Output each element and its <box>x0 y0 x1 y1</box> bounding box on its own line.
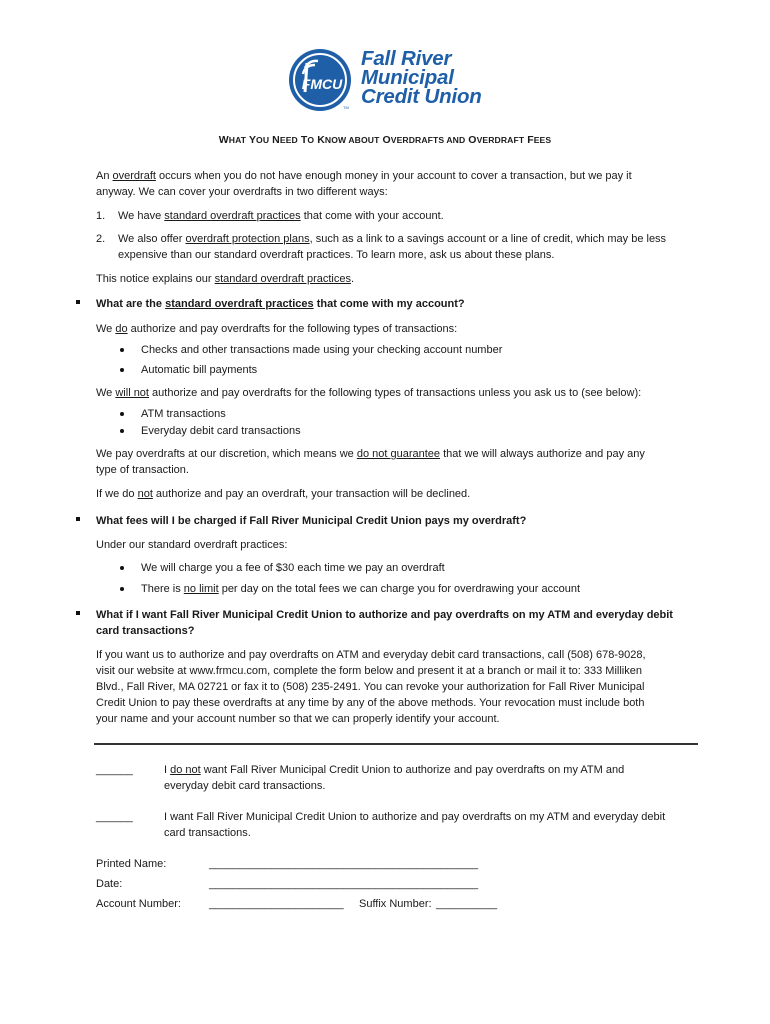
opt-out-checkbox-blank[interactable]: ______ <box>96 764 133 776</box>
q1-discretion-line-2: type of transaction. <box>96 464 189 476</box>
form-divider <box>94 743 698 745</box>
suffix-number-label: Suffix Number: <box>359 898 432 910</box>
q3-body-line-4: Credit Union to pay these overdrafts at any time by any of the above methods. Your revocation must include both <box>96 697 645 709</box>
intro-list-number-2: 2. <box>96 233 106 245</box>
notice-line: This notice explains our standard overdraft practices. <box>96 273 355 285</box>
list-bullet <box>120 429 124 433</box>
account-number-field[interactable]: ______________________ <box>209 898 344 910</box>
q1-do-item-1: Checks and other transactions made using your checking account number <box>141 344 503 356</box>
date-field[interactable]: ____________________________________________ <box>209 878 479 890</box>
q1-will-not-intro: We will not authorize and pay overdrafts for the following types of transactions unless you ask us to (see below): <box>96 387 642 399</box>
list-bullet <box>120 412 124 416</box>
emblem-text: FMCU <box>301 76 343 92</box>
date-label: Date: <box>96 878 123 890</box>
q1-will-not-item-1: ATM transactions <box>141 408 226 420</box>
q1-heading: What are the standard overdraft practices that come with my account? <box>96 298 465 310</box>
q1-do-item-2: Automatic bill payments <box>141 364 258 376</box>
intro-list-number-1: 1. <box>96 210 106 222</box>
printed-name-label: Printed Name: <box>96 858 167 870</box>
q1-do-intro: We do authorize and pay overdrafts for the following types of transactions: <box>96 323 458 335</box>
logo-line-1: Fall River <box>361 47 452 70</box>
logo-line-3: Credit Union <box>361 85 482 108</box>
intro-list-item-2-cont: expensive than our standard overdraft practices. To learn more, ask us about these plans. <box>118 249 555 261</box>
q2-item-2: There is no limit per day on the total fees we can charge you for overdrawing your account <box>141 583 581 595</box>
opt-in-line-2: card transactions. <box>164 827 251 839</box>
list-bullet <box>120 368 124 372</box>
fmcu-emblem-icon <box>285 46 359 114</box>
opt-out-line-2: everyday debit card transactions. <box>164 780 326 792</box>
trademark-mark: TM <box>343 105 349 110</box>
q3-body-line-3: Blvd., Fall River, MA 02721 or fax it to (508) 235-2491. You can revoke your authorization for Fall River Municipal <box>96 681 645 693</box>
fmcu-logo <box>285 46 515 114</box>
q3-heading-line-1: What if I want Fall River Municipal Credit Union to authorize and pay overdrafts on my ATM and everyday debit <box>96 609 673 621</box>
q1-discretion-line-1: We pay overdrafts at our discretion, which means we do not guarantee that we will always authorize and pay any <box>96 448 645 460</box>
intro-list-item-1: We have standard overdraft practices that come with your account. <box>118 210 444 222</box>
section-bullet <box>76 611 80 615</box>
section-bullet <box>76 517 80 521</box>
intro-line-1: An overdraft occurs when you do not have enough money in your account to cover a transaction, but we pay it <box>96 170 632 182</box>
q3-body-line-5: your name and your account number so that we can properly identify your account. <box>96 713 500 725</box>
suffix-number-field[interactable]: __________ <box>436 898 498 910</box>
q3-body-line-2: visit our website at www.frmcu.com, complete the form below and present it at a branch or mail it to: 333 Milliken <box>96 665 642 677</box>
opt-in-line-1: I want Fall River Municipal Credit Union to authorize and pay overdrafts on my ATM and everyday debit <box>164 811 666 823</box>
q2-item-1: We will charge you a fee of $30 each time we pay an overdraft <box>141 562 445 574</box>
intro-list-item-2: We also offer overdraft protection plans, such as a link to a savings account or a line of credit, which may be less <box>118 233 667 245</box>
intro-line-2: anyway. We can cover your overdrafts in two different ways: <box>96 186 388 198</box>
q2-under-line: Under our standard overdraft practices: <box>96 539 288 551</box>
opt-in-checkbox-blank[interactable]: ______ <box>96 811 133 823</box>
list-bullet <box>120 587 124 591</box>
q1-will-not-item-2: Everyday debit card transactions <box>141 425 301 437</box>
list-bullet <box>120 566 124 570</box>
section-bullet <box>76 300 80 304</box>
q1-declined-line: If we do not authorize and pay an overdraft, your transaction will be declined. <box>96 488 471 500</box>
account-number-label: Account Number: <box>96 898 181 910</box>
logo-line-2: Municipal <box>361 66 454 89</box>
q2-heading: What fees will I be charged if Fall River Municipal Credit Union pays my overdraft? <box>96 515 527 527</box>
logo-wordmark <box>361 49 482 106</box>
list-bullet <box>120 348 124 352</box>
printed-name-field[interactable]: ____________________________________________ <box>209 858 479 870</box>
opt-out-line-1: I do not want Fall River Municipal Credit Union to authorize and pay overdrafts on my ATM and <box>164 764 625 776</box>
q3-heading-line-2: card transactions? <box>96 625 195 637</box>
page-title: WHAT YOU NEED TO KNOW ABOUT OVERDRAFTS AND OVERDRAFT FEES <box>218 134 552 146</box>
q3-body-line-1: If you want us to authorize and pay overdrafts on ATM and everyday debit card transactions, call (508) 678-9028, <box>96 649 646 661</box>
